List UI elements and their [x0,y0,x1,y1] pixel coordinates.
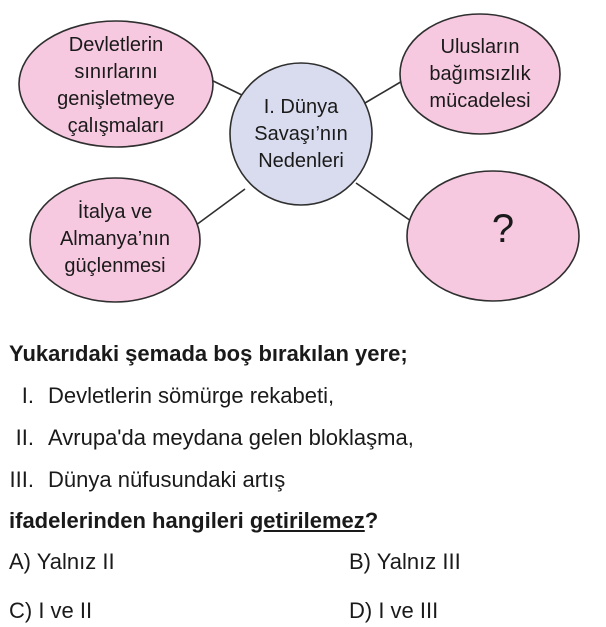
ask-prefix: ifadelerinden hangileri [9,508,250,533]
bottom-left-line-1: İtalya ve [77,201,153,223]
statement-2-text: Avrupa'da meydana gelen bloklaşma, [48,425,414,450]
statement-3-num: III. [9,467,34,492]
statement-3-text: Dünya nüfusundaki artış [48,467,286,492]
bottom-left-line-2: Almanya’nın [59,228,171,250]
connector-bottom-right [356,183,411,221]
center-line-1: I. Dünya [263,96,339,118]
ask-underlined: getirilemez [249,508,365,533]
option-d[interactable]: D) I ve III [349,598,439,623]
question-prompt: Yukarıdaki şemada boş bırakılan yere; [9,341,408,366]
option-b[interactable]: B) Yalnız III [349,549,461,574]
question-ask [9,507,378,535]
top-left-line-2: sınırlarını [74,61,158,83]
statement-2 [0,424,414,452]
center-line-2: Savaşı’nın [254,123,348,145]
option-c[interactable]: C) I ve II [9,598,93,623]
bottom-left-text [30,199,200,280]
top-right-line-1: Ulusların [440,36,520,58]
center-text [230,94,372,175]
top-left-line-4: çalışmaları [67,115,165,137]
top-right-line-3: mücadelesi [429,90,531,112]
top-left-text [20,32,212,140]
top-right-line-2: bağımsızlık [429,63,531,85]
statement-1-text: Devletlerin sömürge rekabeti, [48,383,335,408]
bottom-left-line-3: güçlenmesi [64,255,166,277]
top-left-line-1: Devletlerin [68,34,164,56]
statement-1 [0,382,334,410]
top-right-text [400,34,560,115]
question-mark: ? [491,207,515,251]
statement-2-num: II. [15,425,34,450]
ask-suffix: ? [364,508,379,533]
statement-3 [0,466,285,494]
center-line-3: Nedenleri [258,150,344,172]
statement-1-num: I. [21,383,34,408]
top-left-line-3: genişletmeye [57,88,175,110]
option-a[interactable]: A) Yalnız II [9,549,115,574]
